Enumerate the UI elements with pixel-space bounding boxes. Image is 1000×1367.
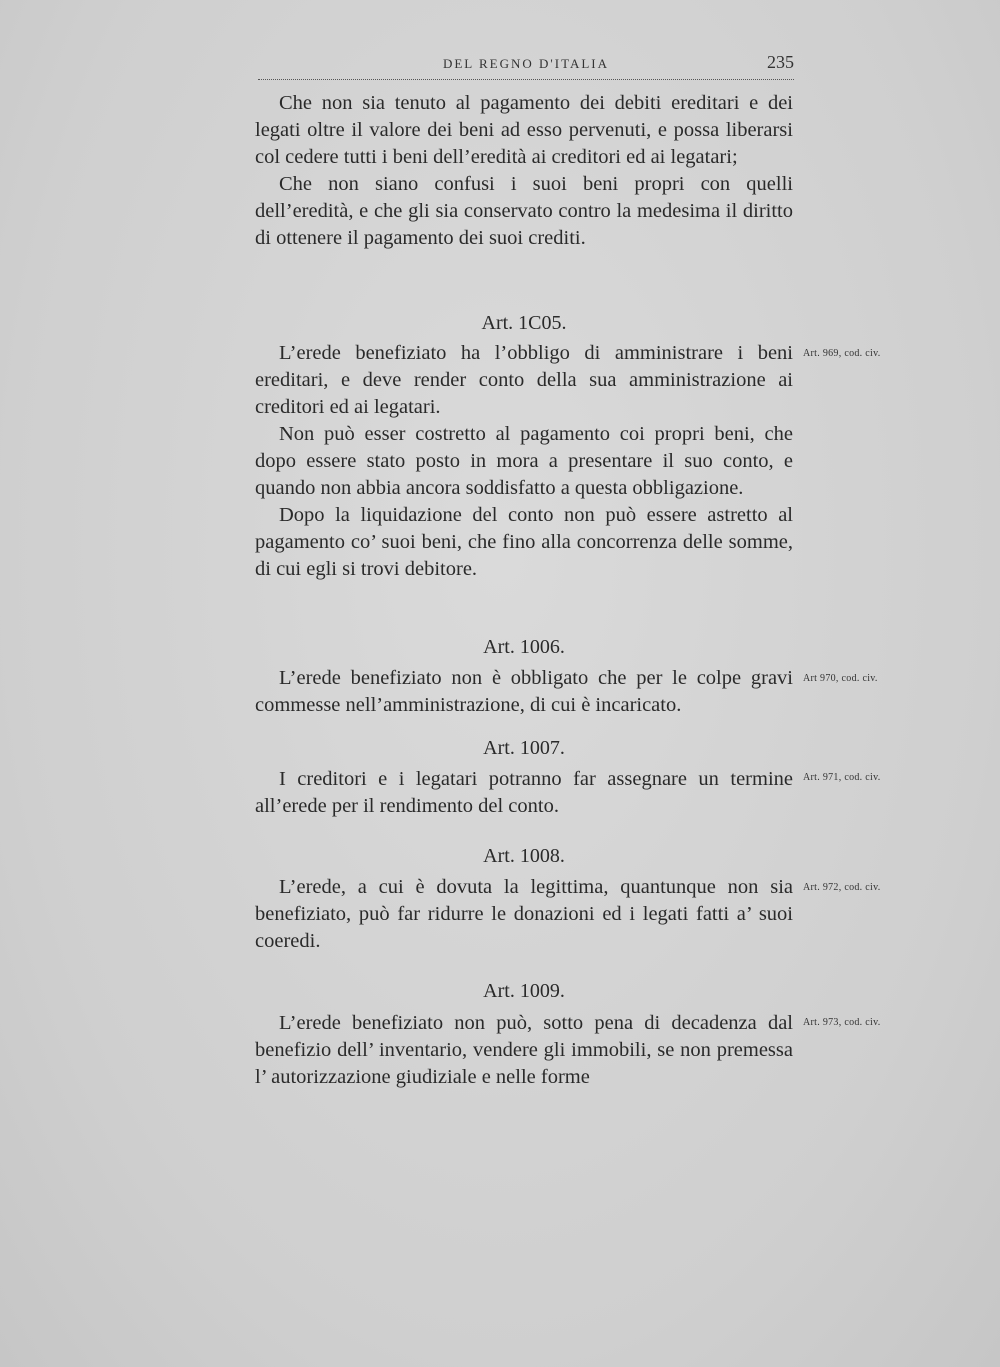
margin-note: Art 970, cod. civ. <box>803 673 878 684</box>
margin-note: Art. 972, cod. civ. <box>803 882 881 893</box>
article-body <box>255 874 793 955</box>
paragraph: L’erede benefiziato non è obbligato che per le colpe gravi commesse nell’amministrazione, di cui è incaricato. <box>255 667 793 716</box>
margin-note: Art. 969, cod. civ. <box>803 348 881 359</box>
article-body <box>255 766 793 820</box>
paragraph: Che non sia tenuto al pagamento dei debiti ereditari e dei legati oltre il valore dei beni ad esso pervenuti, e possa liberarsi col cedere tutti i beni dell’eredità ai creditori ed ai legatari; <box>255 92 793 168</box>
paragraph: L’erede benefiziato ha l’obbligo di amministrare i beni ereditari, e deve render conto della sua amministrazione ai creditori ed ai legatari. <box>255 342 793 418</box>
article-heading: Art. 1008. <box>483 845 565 867</box>
intro-block <box>255 90 793 252</box>
paragraph: I creditori e i legatari potranno far assegnare un termine all’erede per il rendimento del conto. <box>255 768 793 817</box>
paragraph: L’erede benefiziato non può, sotto pena di decadenza dal benefizio dell’ inventario, vendere gli immobili, se non premessa l’ autorizzazione giudiziale e nelle forme <box>255 1012 793 1088</box>
page-number: 235 <box>767 52 794 72</box>
paragraph: Dopo la liquidazione del conto non può essere astretto al pagamento co’ suoi beni, che fino alla concorrenza delle somme, di cui egli si trovi debitore. <box>255 504 793 580</box>
margin-note: Art. 971, cod. civ. <box>803 772 881 783</box>
running-head <box>258 52 794 78</box>
article-body <box>255 665 793 719</box>
margin-note: Art. 973, cod. civ. <box>803 1017 881 1028</box>
article-heading: Art. 1007. <box>483 737 565 759</box>
article-heading: Art. 1006. <box>483 636 565 658</box>
article-heading: Art. 1C05. <box>481 312 567 334</box>
paragraph: L’erede, a cui è dovuta la legittima, quantunque non sia benefiziato, può far ridurre le donazioni ed i legati fatti a’ suoi coeredi. <box>255 876 793 952</box>
paragraph: Non può esser costretto al pagamento coi propri beni, che dopo essere stato posto in mora a presentare il suo conto, e quando non abbia ancora soddisfatto a questa obbligazione. <box>255 423 793 499</box>
article-heading: Art. 1009. <box>483 980 565 1002</box>
running-head-title: DEL REGNO D'ITALIA <box>442 56 610 71</box>
header-rule <box>258 79 794 80</box>
paragraph: Che non siano confusi i suoi beni propri con quelli dell’eredità, e che gli sia conservato contro la medesima il diritto di ottenere il pagamento dei suoi crediti. <box>255 173 793 249</box>
article-body <box>255 340 793 583</box>
article-body <box>255 1010 793 1091</box>
